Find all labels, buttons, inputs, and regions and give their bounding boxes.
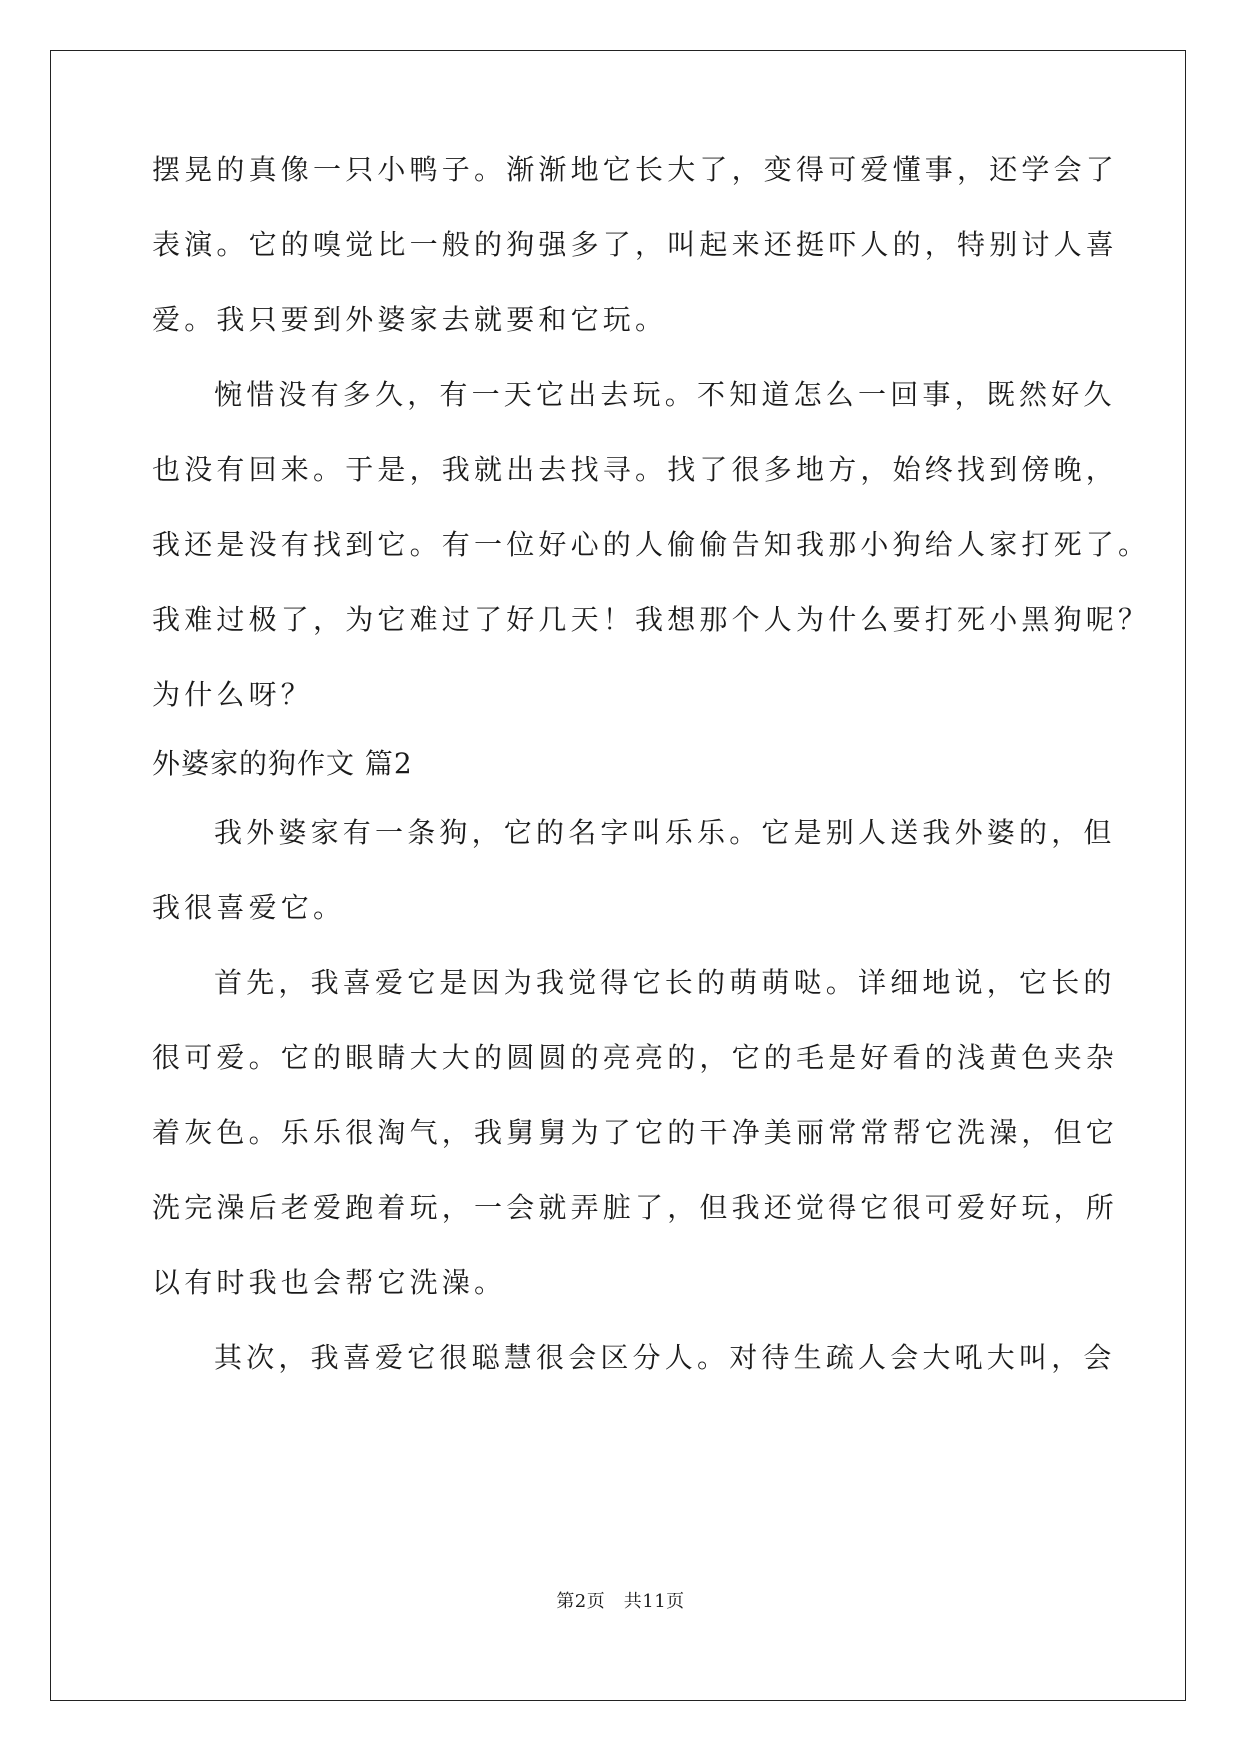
page-number-footer: 第2页 共11页 bbox=[556, 1591, 685, 1612]
body-line: 洗完澡后老爱跑着玩，一会就弄脏了，但我还觉得它很可爱好玩，所 bbox=[152, 1191, 1119, 1224]
body-line: 很可爱。它的眼睛大大的圆圆的亮亮的，它的毛是好看的浅黄色夹杂 bbox=[152, 1041, 1119, 1074]
body-line: 表演。它的嗅觉比一般的狗强多了，叫起来还挺吓人的，特别讨人喜 bbox=[152, 228, 1119, 261]
body-line: 也没有回来。于是，我就出去找寻。找了很多地方，始终找到傍晚， bbox=[152, 453, 1119, 486]
body-line: 着灰色。乐乐很淘气，我舅舅为了它的干净美丽常常帮它洗澡，但它 bbox=[152, 1116, 1119, 1149]
body-line: 我难过极了，为它难过了好几天！我想那个人为什么要打死小黑狗呢？ bbox=[152, 603, 1151, 636]
paragraph-start-line: 其次，我喜爱它很聪慧很会区分人。对待生疏人会大吼大叫，会 bbox=[214, 1341, 1116, 1374]
body-line: 以有时我也会帮它洗澡。 bbox=[152, 1266, 507, 1299]
paragraph-start-line: 我外婆家有一条狗，它的名字叫乐乐。它是别人送我外婆的，但 bbox=[214, 816, 1116, 849]
body-line: 我很喜爱它。 bbox=[152, 891, 346, 924]
body-line: 为什么呀？ bbox=[152, 678, 314, 711]
section-heading: 外婆家的狗作文 篇2 bbox=[152, 747, 413, 780]
body-line: 我还是没有找到它。有一位好心的人偷偷告知我那小狗给人家打死了。 bbox=[152, 528, 1151, 561]
paragraph-start-line: 首先，我喜爱它是因为我觉得它长的萌萌哒。详细地说，它长的 bbox=[214, 966, 1116, 999]
body-line: 爱。我只要到外婆家去就要和它玩。 bbox=[152, 303, 668, 336]
page-border bbox=[50, 50, 1186, 1701]
body-line: 摆晃的真像一只小鸭子。渐渐地它长大了，变得可爱懂事，还学会了 bbox=[152, 153, 1119, 186]
paragraph-start-line: 惋惜没有多久，有一天它出去玩。不知道怎么一回事，既然好久 bbox=[214, 378, 1116, 411]
